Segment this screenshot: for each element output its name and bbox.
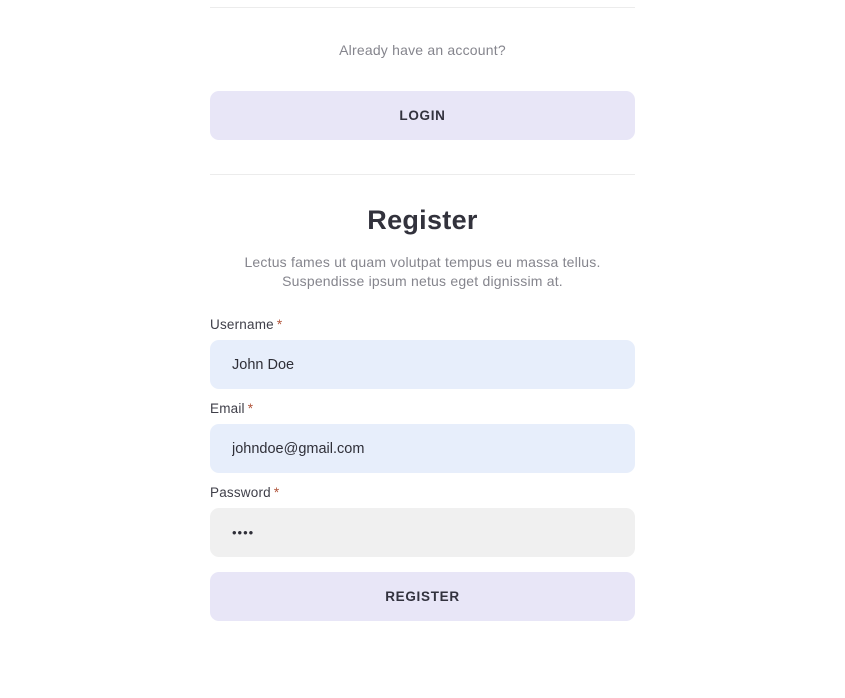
username-field-group (210, 318, 635, 389)
top-divider (210, 7, 635, 8)
form-column (210, 0, 635, 621)
email-input[interactable] (210, 424, 635, 473)
register-subtitle (210, 253, 635, 291)
section-divider (210, 174, 635, 175)
page-title: Register (367, 205, 478, 235)
login-button[interactable]: LOGIN (210, 91, 635, 140)
email-field-group (210, 402, 635, 473)
username-required-asterisk: * (276, 317, 283, 332)
password-input[interactable] (210, 508, 635, 557)
password-required-asterisk: * (273, 485, 280, 500)
password-field-group (210, 486, 635, 557)
register-subtitle-line-2: Suspendisse ipsum netus eget dignissim at. (282, 273, 563, 289)
email-label (210, 402, 635, 416)
register-subtitle-line-1: Lectus fames ut quam volutpat tempus eu massa tellus. (244, 254, 601, 270)
username-label-text: Username (210, 317, 274, 332)
email-label-text: Email (210, 401, 245, 416)
username-label (210, 318, 635, 332)
password-label-text: Password (210, 485, 271, 500)
username-input[interactable] (210, 340, 635, 389)
email-required-asterisk: * (247, 401, 254, 416)
password-label (210, 486, 635, 500)
register-button[interactable]: REGISTER (210, 572, 635, 621)
login-prompt: Already have an account? (339, 42, 506, 58)
